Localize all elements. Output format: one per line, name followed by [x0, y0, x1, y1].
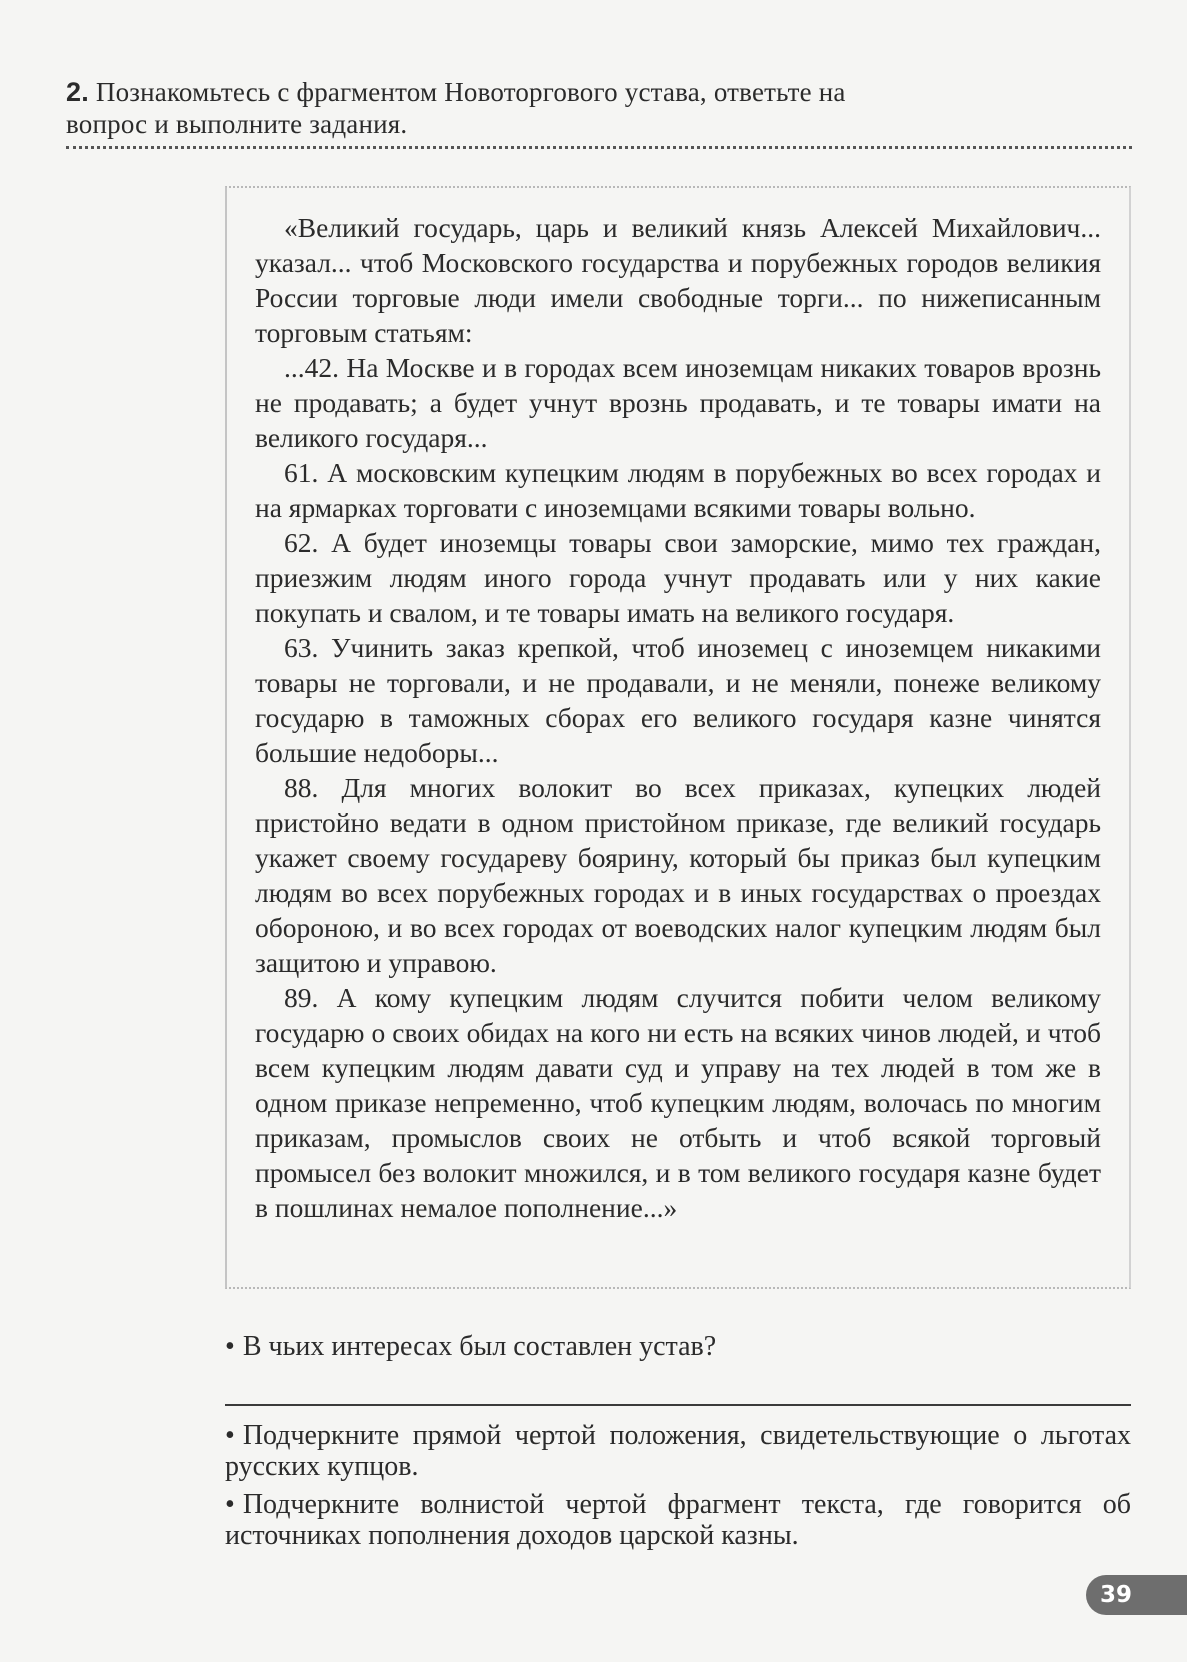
quote-paragraph-61: 61. А московским купецким людям в порубежных во всех городах и на ярмарках торговати с иноземцами всякими товары вольно.: [255, 457, 1101, 523]
quote-paragraph-42: ...42. На Москве и в городах всем иноземцам никаких товаров врознь не продавать; а будет учнут врознь продавать, и те товары имати на великого государя...: [255, 352, 1101, 453]
task-heading: [66, 76, 1126, 140]
source-fragment-text: [255, 210, 1101, 1225]
bullet-icon: •: [225, 1420, 235, 1451]
answer-line[interactable]: [225, 1404, 1131, 1406]
question-2: [225, 1420, 1131, 1482]
quote-paragraph-89: 89. А кому купецким людям случится побити челом великому государю о своих обидах на кого ни есть на всяких чинов людей, и чтоб всем купецким людям давати суд и управу на тех людей в том же в одном приказе непременно, чтоб купецким людям, волочась по многим приказам, промыслов своих не отбыть и чтоб всякой торговый промысел без волокит множился, и в том великого государя казне будет в пошлинах немалое пополнение...»: [255, 982, 1101, 1223]
question-3-text: Подчеркните волнистой чертой фрагмент текста, где говорится об источниках пополнения доходов царской казны.: [225, 1489, 1131, 1551]
task-number: 2.: [66, 77, 89, 107]
question-1: [225, 1330, 716, 1364]
bullet-icon: •: [225, 1489, 235, 1520]
quote-paragraph-63: 63. Учинить заказ крепкой, чтоб иноземец с иноземцем никакими товары не торговали, и не продавали, и не меняли, понеже великому государю в таможных сборах его великого государя казне чинятся большие недоборы...: [255, 632, 1101, 768]
quote-paragraph-62: 62. А будет иноземцы товары свои заморские, мимо тех граждан, приезжим людям иного города учнут продавать или у них какие покупать и свалом, и те товары имать на великого государя.: [255, 527, 1101, 628]
task-heading-text-1: Познакомьтесь с фрагментом Новоторгового устава, ответьте на: [95, 77, 846, 107]
dotted-divider: [66, 146, 1132, 149]
question-2-text: Подчеркните прямой чертой положения, свидетельствующие о льготах русских купцов.: [225, 1420, 1131, 1482]
quote-paragraph-intro: «Великий государь, царь и великий князь Алексей Михайлович... указал... чтоб Московского государства и порубежных городов великия России торговые люди имели свободные торги... по нижеписанным торговым статьям:: [255, 212, 1101, 348]
bullet-icon: •: [225, 1331, 235, 1362]
quote-paragraph-88: 88. Для многих волокит во всех приказах, купецких людей пристойно ведати в одном пристойном приказе, где великий государь укажет своему государеву боярину, который бы приказ был купецким людям во всех порубежных городах и в иных государствах о проездах обороною, и во всех городах от воеводских налог купецким людям был защитою и управою.: [255, 772, 1101, 978]
task-heading-line-2: вопрос и выполните задания.: [66, 109, 408, 139]
task-heading-line-1: [66, 76, 1126, 108]
page-number: 39: [1100, 1582, 1133, 1608]
question-3: [225, 1489, 1131, 1551]
question-1-text: В чьих интересах был составлен устав?: [242, 1331, 717, 1362]
